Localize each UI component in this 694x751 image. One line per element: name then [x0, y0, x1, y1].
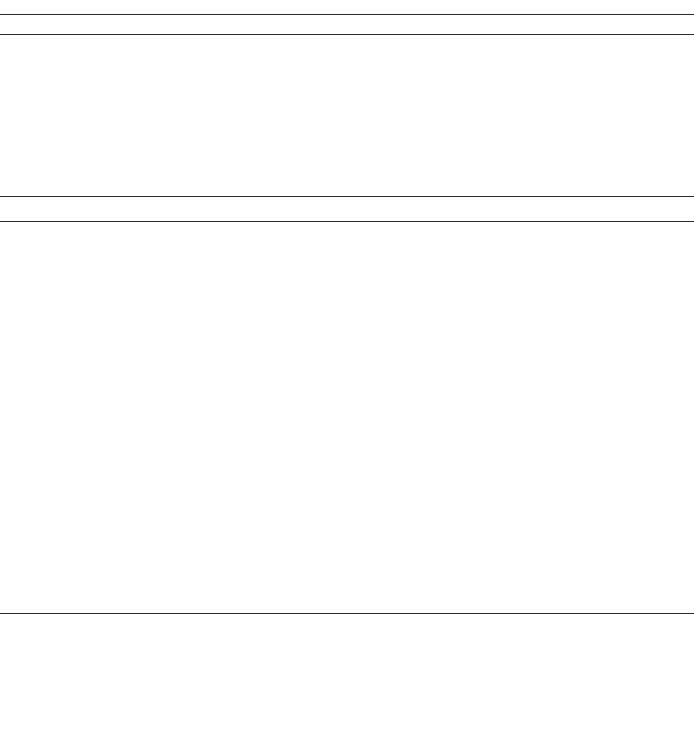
header-rule	[0, 34, 694, 35]
week-header-rule	[0, 221, 694, 222]
top-rule	[0, 14, 694, 15]
bottom-rule	[0, 613, 694, 614]
mid-rule	[0, 196, 694, 197]
